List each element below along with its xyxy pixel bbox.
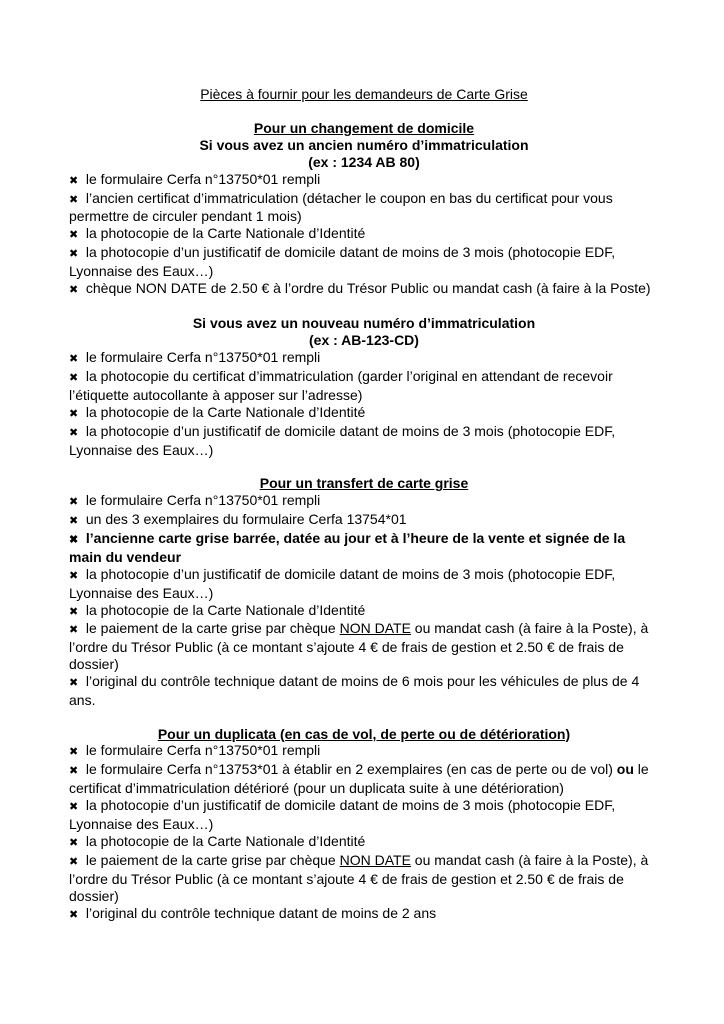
list-item-text: le formulaire Cerfa n°13750*01 rempli <box>85 492 321 509</box>
cross-icon: ✖ <box>69 677 79 690</box>
list-item-text: l’original du contrôle technique datant de moins de 2 ans <box>85 904 437 921</box>
list-item <box>69 190 659 226</box>
list-item <box>69 280 659 299</box>
list-item-text: la photocopie d’un justificatif de domicile datant de moins de 3 mois (photocopie EDF, Lyonnaise des Eaux…) <box>69 797 616 833</box>
cross-icon: ✖ <box>69 496 79 509</box>
list-item-text: l’original du contrôle technique datant de moins de 6 mois pour les véhicules de plus de 4 ans. <box>69 673 640 709</box>
list-item-text: la photocopie d’un justificatif de domicile datant de moins de 3 mois (photocopie EDF, Lyonnaise des Eaux…) <box>69 565 616 601</box>
cross-icon: ✖ <box>69 284 79 297</box>
cross-icon: ✖ <box>69 408 79 420</box>
list-item-text: chèque NON DATE de 2.50 € à l’ordre du Trésor Public ou mandat cash (à faire à la Poste) <box>85 280 651 297</box>
list-item-text: l’ancien certificat d’immatriculation (détacher le coupon en bas du certificat pour vous permettre de circuler pendant 1 mois) <box>69 189 613 225</box>
document-body <box>69 86 659 923</box>
list-item-text: le formulaire Cerfa n°13753*01 à établir en 2 exemplaires (en cas de perte ou de vol) <box>85 761 617 778</box>
cross-icon: ✖ <box>69 908 79 921</box>
section-heading-transfert: Pour un transfert de carte grise <box>259 475 469 492</box>
list-item-text: la photocopie du certificat d’immatriculation (garder l’original en attendant de recevoir l’étiquette autocollante à apposer sur l’adresse) <box>69 368 613 404</box>
cross-icon: ✖ <box>69 174 79 187</box>
list-item <box>69 797 659 833</box>
section-heading-duplicata: Pour un duplicata (en cas de vol, de perte ou de détérioration) <box>157 725 571 742</box>
list-item <box>69 602 659 621</box>
cross-icon: ✖ <box>69 372 79 385</box>
cross-icon: ✖ <box>69 605 79 618</box>
list-nouveau-numero <box>69 349 659 458</box>
list-item-text: le paiement de la carte grise par chèque <box>85 620 340 637</box>
list-item <box>69 566 659 602</box>
list-item <box>69 620 659 673</box>
list-item <box>69 368 659 404</box>
example-ancien-numero: (ex : 1234 AB 80) <box>308 153 420 170</box>
section-heading-changement-domicile: Pour un changement de domicile <box>253 119 475 136</box>
list-item-text: la photocopie de la Carte Nationale d’Identité <box>85 225 366 242</box>
list-item <box>69 761 659 797</box>
cross-icon: ✖ <box>69 353 79 366</box>
list-item-text: ou mandat cash (à faire à la Poste), à l’ordre du Trésor Public (à ce montant s’ajoute 4 € de frais de gestion et 2.50 € de frais de dossier) <box>69 620 649 673</box>
cross-icon: ✖ <box>69 248 79 261</box>
list-item <box>69 852 659 905</box>
list-item-text: le certificat d’immatriculation détérioré (pour un duplicata suite à une détérioration) <box>69 761 649 797</box>
list-item <box>69 833 659 852</box>
list-item <box>69 511 659 530</box>
list-item <box>69 349 659 368</box>
list-item-text: la photocopie d’un justificatif de domicile datant de moins de 3 mois (photocopie EDF, Lyonnaise des Eaux…) <box>69 422 616 458</box>
cross-icon: ✖ <box>69 533 79 546</box>
list-item-text: un des 3 exemplaires du formulaire Cerfa 13754*01 <box>85 511 407 528</box>
list-item-text: la photocopie de la Carte Nationale d’Identité <box>85 601 366 618</box>
list-item <box>69 742 659 761</box>
page-title: Pièces à fournir pour les demandeurs de Carte Grise <box>200 86 528 102</box>
list-item-text: ou mandat cash (à faire à la Poste), à l’ordre du Trésor Public (à ce montant s’ajoute 4 € de frais de gestion et 2.50 € de frais de dossier) <box>69 851 649 904</box>
list-item-text: l’ancienne carte grise barrée, datée au jour et à l’heure de la vente et signée de la main du vendeur <box>69 529 626 565</box>
cross-icon: ✖ <box>69 855 79 868</box>
cross-icon: ✖ <box>69 426 79 439</box>
list-ancien-numero <box>69 171 659 299</box>
cross-icon: ✖ <box>69 765 79 778</box>
list-item-text: le formulaire Cerfa n°13750*01 rempli <box>85 349 321 366</box>
list-item <box>69 530 659 566</box>
list-item <box>69 225 659 244</box>
cross-icon: ✖ <box>69 836 79 849</box>
cross-icon: ✖ <box>69 515 79 528</box>
cross-icon: ✖ <box>69 193 79 206</box>
list-item-text: la photocopie de la Carte Nationale d’Identité <box>85 832 366 849</box>
list-item <box>69 492 659 511</box>
list-item <box>69 673 659 709</box>
bold-text: ou <box>616 761 634 778</box>
underlined-text: NON DATE <box>339 851 411 868</box>
list-item <box>69 423 659 459</box>
list-item <box>69 171 659 190</box>
underlined-text: NON DATE <box>339 620 411 637</box>
list-item-text: le formulaire Cerfa n°13750*01 rempli <box>85 170 321 187</box>
subheading-ancien-numero: Si vous avez un ancien numéro d’immatriculation <box>199 136 529 153</box>
list-item-text: la photocopie d’un justificatif de domicile datant de moins de 3 mois (photocopie EDF, Lyonnaise des Eaux…) <box>69 244 616 280</box>
subheading-nouveau-numero: Si vous avez un nouveau numéro d’immatriculation <box>192 315 536 332</box>
list-item-text: la photocopie de la Carte Nationale d’Identité <box>85 404 366 420</box>
cross-icon: ✖ <box>69 624 79 637</box>
list-item <box>69 905 659 924</box>
cross-icon: ✖ <box>69 229 79 242</box>
list-item <box>69 404 659 423</box>
cross-icon: ✖ <box>69 569 79 582</box>
list-item <box>69 244 659 280</box>
example-nouveau-numero: (ex : AB-123-CD) <box>309 332 419 349</box>
list-item-text: le formulaire Cerfa n°13750*01 rempli <box>85 742 321 759</box>
cross-icon: ✖ <box>69 801 79 814</box>
list-item-text: le paiement de la carte grise par chèque <box>85 851 340 868</box>
cross-icon: ✖ <box>69 746 79 759</box>
